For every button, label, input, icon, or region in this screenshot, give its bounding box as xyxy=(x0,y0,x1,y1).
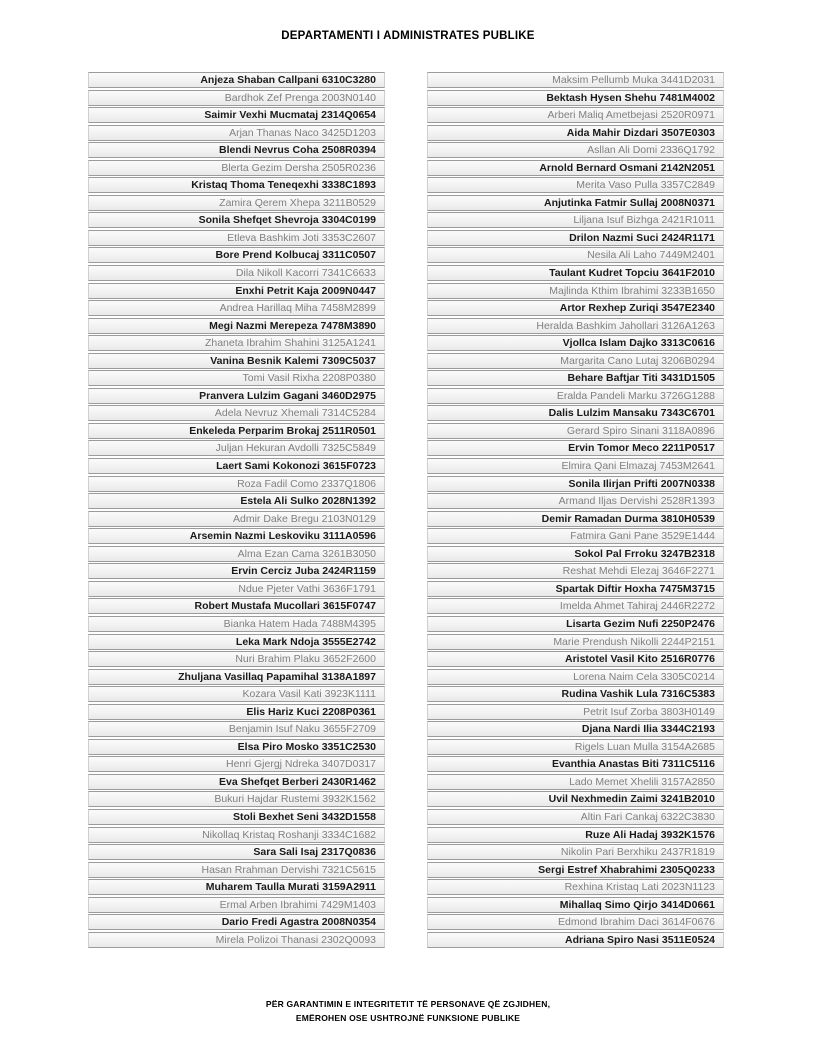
list-item: Merita Vaso Pulla 3357C2849 xyxy=(427,177,724,193)
list-item: Rigels Luan Mulla 3154A2685 xyxy=(427,739,724,755)
list-item: Tomi Vasil Rixha 2208P0380 xyxy=(88,370,385,386)
list-item: Ervin Tomor Meco 2211P0517 xyxy=(427,440,724,456)
list-item: Sergi Estref Xhabrahimi 2305Q0233 xyxy=(427,862,724,878)
list-item: Saimir Vexhi Mucmataj 2314Q0654 xyxy=(88,107,385,123)
list-item: Mihallaq Simo Qirjo 3414D0661 xyxy=(427,897,724,913)
list-item: Ervin Cerciz Juba 2424R1159 xyxy=(88,563,385,579)
list-item: Aristotel Vasil Kito 2516R0776 xyxy=(427,651,724,667)
name-list-right xyxy=(427,72,724,949)
page-title: DEPARTAMENTI I ADMINISTRATES PUBLIKE xyxy=(281,30,535,42)
list-item: Sonila Ilirjan Prifti 2007N0338 xyxy=(427,476,724,492)
list-item: Gerard Spiro Sinani 3118A0896 xyxy=(427,423,724,439)
list-item: Admir Dake Bregu 2103N0129 xyxy=(88,511,385,527)
list-item: Hasan Rrahman Dervishi 7321C5615 xyxy=(88,862,385,878)
list-item: Blerta Gezim Dersha 2505R0236 xyxy=(88,160,385,176)
list-item: Taulant Kudret Topciu 3641F2010 xyxy=(427,265,724,281)
footer-line-2: EMËROHEN OSE USHTROJNË FUNKSIONE PUBLIKE xyxy=(295,1012,521,1023)
list-item: Rexhina Kristaq Lati 2023N1123 xyxy=(427,879,724,895)
list-item: Laert Sami Kokonozi 3615F0723 xyxy=(88,458,385,474)
list-item: Artor Rexhep Zuriqi 3547E2340 xyxy=(427,300,724,316)
list-item: Dario Fredi Agastra 2008N0354 xyxy=(88,914,385,930)
list-item: Eva Shefqet Berberi 2430R1462 xyxy=(88,774,385,790)
list-item: Petrit Isuf Zorba 3803H0149 xyxy=(427,704,724,720)
list-item: Adela Nevruz Xhemali 7314C5284 xyxy=(88,405,385,421)
list-item: Alma Ezan Cama 3261B3050 xyxy=(88,546,385,562)
list-item: Uvil Nexhmedin Zaimi 3241B2010 xyxy=(427,791,724,807)
list-item: Estela Ali Sulko 2028N1392 xyxy=(88,493,385,509)
list-item: Drilon Nazmi Suci 2424R1171 xyxy=(427,230,724,246)
list-item: Lisarta Gezim Nufi 2250P2476 xyxy=(427,616,724,632)
page-footer xyxy=(0,998,816,1025)
list-item: Arnold Bernard Osmani 2142N2051 xyxy=(427,160,724,176)
list-item: Anjeza Shaban Callpani 6310C3280 xyxy=(88,72,385,88)
list-item: Heralda Bashkim Jahollari 3126A1263 xyxy=(427,318,724,334)
list-item: Lado Memet Xhelili 3157A2850 xyxy=(427,774,724,790)
list-item: Muharem Taulla Murati 3159A2911 xyxy=(88,879,385,895)
list-item: Dila Nikoll Kacorri 7341C6633 xyxy=(88,265,385,281)
list-item: Demir Ramadan Durma 3810H0539 xyxy=(427,511,724,527)
list-item: Roza Fadil Como 2337Q1806 xyxy=(88,476,385,492)
list-item: Sonila Shefqet Shevroja 3304C0199 xyxy=(88,212,385,228)
footer-line-1: PËR GARANTIMIN E INTEGRITETIT TË PERSONAVE QË ZGJIDHEN, xyxy=(265,999,551,1009)
list-item: Armand Iljas Dervishi 2528R1393 xyxy=(427,493,724,509)
list-item: Maksim Pellumb Muka 3441D2031 xyxy=(427,72,724,88)
list-item: Fatmira Gani Pane 3529E1444 xyxy=(427,528,724,544)
list-item: Nesila Ali Laho 7449M2401 xyxy=(427,247,724,263)
list-item: Megi Nazmi Merepeza 7478M3890 xyxy=(88,318,385,334)
list-item: Liljana Isuf Bizhga 2421R1011 xyxy=(427,212,724,228)
list-item: Leka Mark Ndoja 3555E2742 xyxy=(88,634,385,650)
list-item: Mirela Polizoi Thanasi 2302Q0093 xyxy=(88,932,385,948)
list-item: Zamira Qerem Xhepa 3211B0529 xyxy=(88,195,385,211)
list-item: Elmira Qani Elmazaj 7453M2641 xyxy=(427,458,724,474)
list-item: Bianka Hatem Hada 7488M4395 xyxy=(88,616,385,632)
list-item: Arjan Thanas Naco 3425D1203 xyxy=(88,125,385,141)
list-item: Arsemin Nazmi Leskoviku 3111A0596 xyxy=(88,528,385,544)
list-item: Robert Mustafa Mucollari 3615F0747 xyxy=(88,598,385,614)
name-list-left xyxy=(88,72,385,949)
list-item: Bardhok Zef Prenga 2003N0140 xyxy=(88,90,385,106)
list-item: Vanina Besnik Kalemi 7309C5037 xyxy=(88,353,385,369)
list-item: Zhuljana Vasillaq Papamihal 3138A1897 xyxy=(88,669,385,685)
list-item: Bukuri Hajdar Rustemi 3932K1562 xyxy=(88,791,385,807)
list-item: Djana Nardi Ilia 3344C2193 xyxy=(427,721,724,737)
list-item: Edmond Ibrahim Daci 3614F0676 xyxy=(427,914,724,930)
list-item: Enkeleda Perparim Brokaj 2511R0501 xyxy=(88,423,385,439)
list-item: Behare Baftjar Titi 3431D1505 xyxy=(427,370,724,386)
list-item: Bektash Hysen Shehu 7481M4002 xyxy=(427,90,724,106)
list-item: Evanthia Anastas Biti 7311C5116 xyxy=(427,756,724,772)
list-item: Kristaq Thoma Teneqexhi 3338C1893 xyxy=(88,177,385,193)
list-item: Sara Sali Isaj 2317Q0836 xyxy=(88,844,385,860)
list-item: Vjollca Islam Dajko 3313C0616 xyxy=(427,335,724,351)
list-item: Anjutinka Fatmir Sullaj 2008N0371 xyxy=(427,195,724,211)
list-item: Reshat Mehdi Elezaj 3646F2271 xyxy=(427,563,724,579)
list-item: Henri Gjergj Ndreka 3407D0317 xyxy=(88,756,385,772)
list-item: Enxhi Petrit Kaja 2009N0447 xyxy=(88,283,385,299)
list-item: Dalis Lulzim Mansaku 7343C6701 xyxy=(427,405,724,421)
list-item: Pranvera Lulzim Gagani 3460D2975 xyxy=(88,388,385,404)
list-item: Etleva Bashkim Joti 3353C2607 xyxy=(88,230,385,246)
list-item: Andrea Harillaq Miha 7458M2899 xyxy=(88,300,385,316)
list-item: Nikollaq Kristaq Roshanji 3334C1682 xyxy=(88,827,385,843)
list-item: Spartak Diftir Hoxha 7475M3715 xyxy=(427,581,724,597)
list-item: Nuri Brahim Plaku 3652F2600 xyxy=(88,651,385,667)
list-item: Arberi Maliq Ametbejasi 2520R0971 xyxy=(427,107,724,123)
list-item: Sokol Pal Frroku 3247B2318 xyxy=(427,546,724,562)
list-item: Elis Hariz Kuci 2208P0361 xyxy=(88,704,385,720)
list-item: Altin Fari Cankaj 6322C3830 xyxy=(427,809,724,825)
list-item: Margarita Cano Lutaj 3206B0294 xyxy=(427,353,724,369)
list-item: Nikolin Pari Berxhiku 2437R1819 xyxy=(427,844,724,860)
list-item: Zhaneta Ibrahim Shahini 3125A1241 xyxy=(88,335,385,351)
list-item: Blendi Nevrus Coha 2508R0394 xyxy=(88,142,385,158)
list-item: Ruze Ali Hadaj 3932K1576 xyxy=(427,827,724,843)
list-item: Lorena Naim Cela 3305C0214 xyxy=(427,669,724,685)
list-item: Kozara Vasil Kati 3923K1111 xyxy=(88,686,385,702)
list-item: Ndue Pjeter Vathi 3636F1791 xyxy=(88,581,385,597)
list-item: Juljan Hekuran Avdolli 7325C5849 xyxy=(88,440,385,456)
list-item: Bore Prend Kolbucaj 3311C0507 xyxy=(88,247,385,263)
list-item: Elsa Piro Mosko 3351C2530 xyxy=(88,739,385,755)
list-item: Eralda Pandeli Marku 3726G1288 xyxy=(427,388,724,404)
list-item: Aida Mahir Dizdari 3507E0303 xyxy=(427,125,724,141)
list-item: Rudina Vashik Lula 7316C5383 xyxy=(427,686,724,702)
list-item: Stoli Bexhet Seni 3432D1558 xyxy=(88,809,385,825)
list-item: Marie Prendush Nikolli 2244P2151 xyxy=(427,634,724,650)
list-item: Imelda Ahmet Tahiraj 2446R2272 xyxy=(427,598,724,614)
list-item: Majlinda Kthim Ibrahimi 3233B1650 xyxy=(427,283,724,299)
list-item: Ermal Arben Ibrahimi 7429M1403 xyxy=(88,897,385,913)
list-item: Benjamin Isuf Naku 3655F2709 xyxy=(88,721,385,737)
list-item: Adriana Spiro Nasi 3511E0524 xyxy=(427,932,724,948)
list-item: Asllan Ali Domi 2336Q1792 xyxy=(427,142,724,158)
